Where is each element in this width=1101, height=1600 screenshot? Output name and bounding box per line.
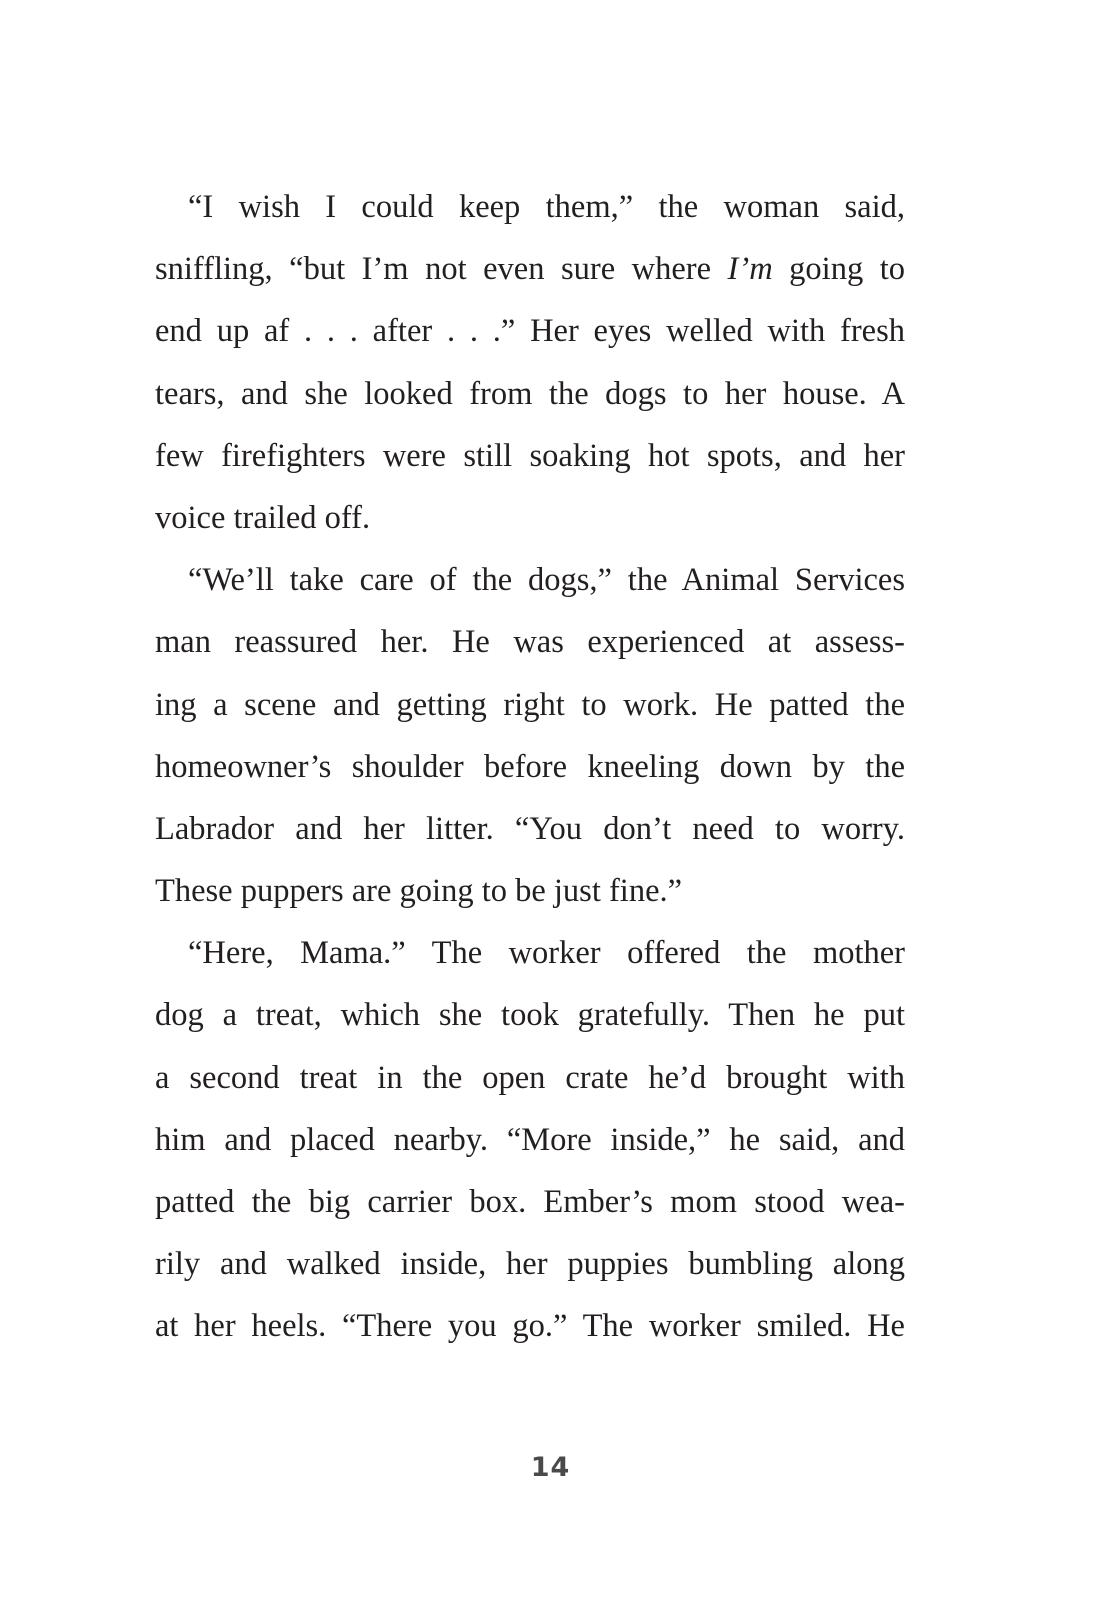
text-line: ing a scene and getting right to work. He patted the: [155, 686, 905, 723]
text-line: man reassured her. He was experienced at assess-: [155, 624, 905, 661]
page-number: 14: [530, 1452, 571, 1483]
text-line: patted the big carrier box. Ember’s mom stood wea-: [155, 1184, 905, 1220]
text-line: “We’ll take care of the dogs,” the Animal Services: [188, 562, 905, 599]
text-line: These puppers are going to be just fine.”: [155, 873, 683, 910]
text-line: a second treat in the open crate he’d brought with: [155, 1059, 905, 1096]
text-line: voice trailed off.: [155, 499, 371, 536]
text-line: tears, and she looked from the dogs to her house. A: [155, 375, 905, 412]
text-line: rily and walked inside, her puppies bumbling along: [155, 1246, 905, 1283]
text-line: at her heels. “There you go.” The worker smiled. He: [155, 1308, 905, 1345]
text-line: homeowner’s shoulder before kneeling down by the: [155, 748, 905, 785]
text-line: dog a treat, which she took gratefully. Then he put: [155, 997, 905, 1034]
text-line: “I wish I could keep them,” the woman said,: [188, 189, 905, 225]
text-line: end up af . . . after . . .” Her eyes welled with fresh: [155, 313, 905, 350]
text-line: “Here, Mama.” The worker offered the mother: [188, 935, 905, 972]
body-text: [155, 176, 905, 1358]
text-line: sniffling, “but I’m not even sure where I’m going to: [155, 251, 906, 288]
text-line: few firefighters were still soaking hot spots, and her: [155, 437, 905, 474]
text-line: him and placed nearby. “More inside,” he said, and: [155, 1121, 905, 1158]
emphasis: I’m: [727, 251, 773, 288]
text-line: Labrador and her litter. “You don’t need to worry.: [155, 810, 905, 847]
